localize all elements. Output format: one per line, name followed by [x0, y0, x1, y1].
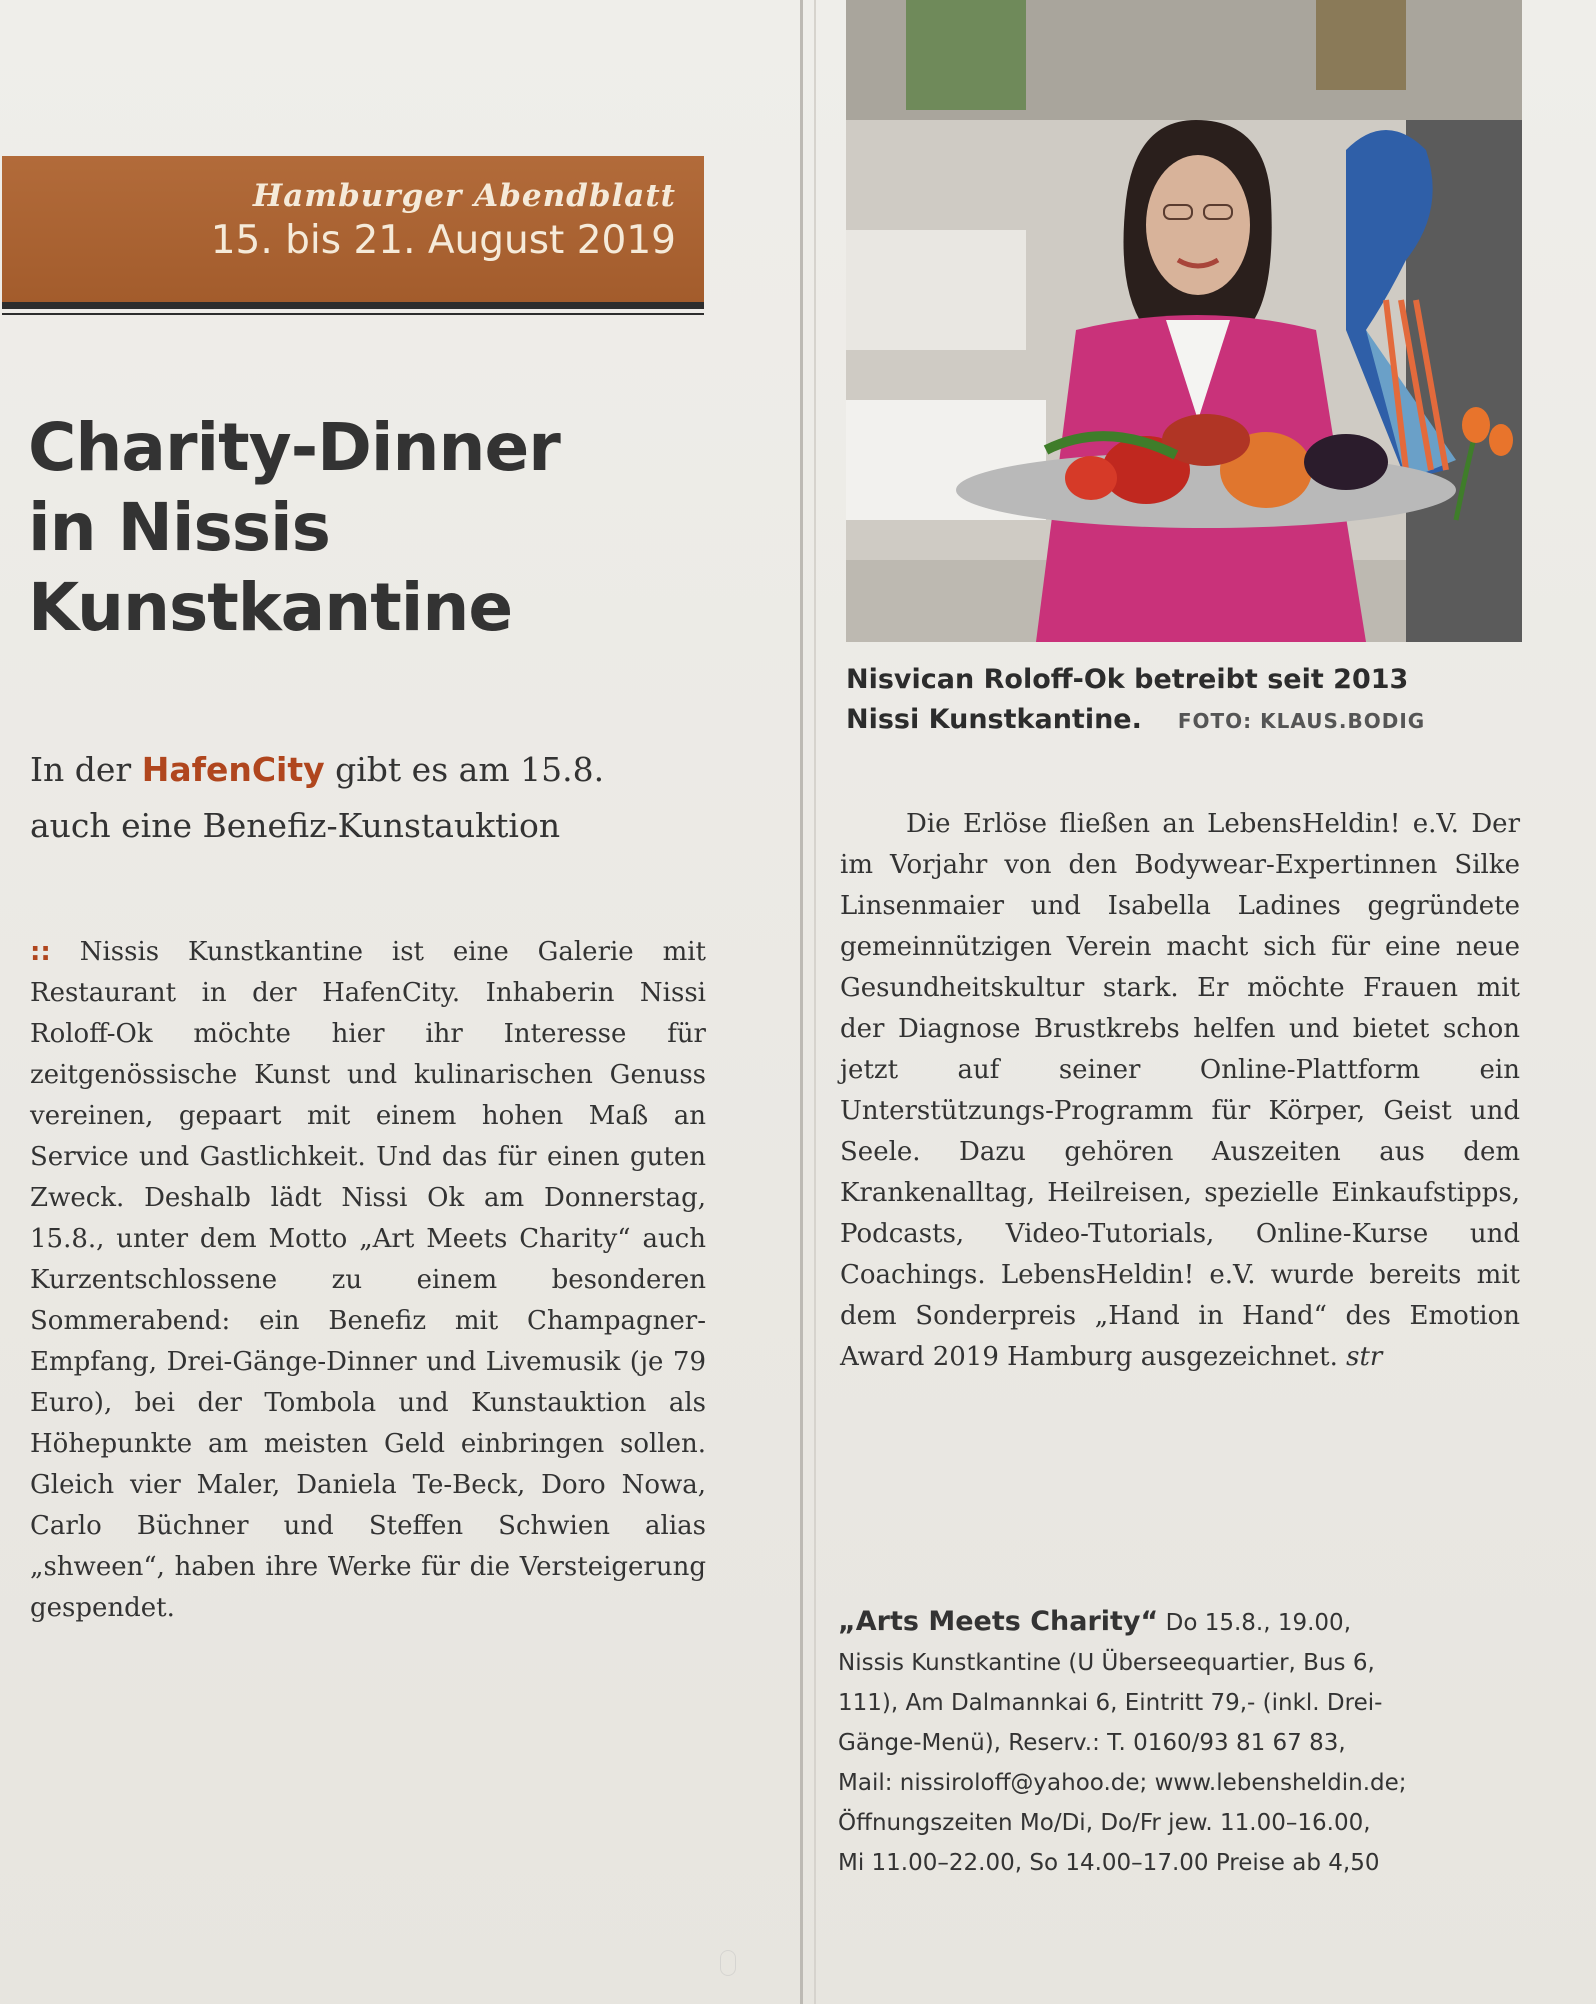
caption-text: Nissi Kunstkantine. — [846, 704, 1142, 735]
article-body-right — [840, 804, 1520, 1378]
info-line-4: Gänge-Menü), Reserv.: T. 0160/93 81 67 83, — [838, 1730, 1346, 1756]
subhead-line-2: auch eine Benefiz-Kunstauktion — [30, 806, 561, 845]
article-text-right: Die Erlöse fließen an LebensHeldin! e.V. Der im Vorjahr von den Bodywear-Expertinnen Silke Linsenmaier und Isabella Ladines gegründete gemeinnützigen Verein macht sich für eine neue Gesundheitskultur stark. Er möchte Frauen mit der Diagnose Brustkrebs helfen und bietet schon jetzt auf seiner Online-Plattform ein Unterstützungs-Programm für Körper, Geist und Seele. Dazu gehören Auszeiten aus dem Krankenalltag, Heilreisen, spezielle Einkaufstipps, Podcasts, Video-Tutorials, Online-Kurse und Coachings. LebensHeldin! e.V. wurde bereits mit dem Sonderpreis „Hand in Hand“ des Emotion Award 2019 Hamburg ausgezeichnet. — [840, 809, 1520, 1372]
article-headline — [28, 408, 748, 648]
column-divider — [800, 0, 803, 2004]
portrait-illustration — [846, 0, 1522, 642]
info-line-1 — [838, 1602, 1528, 1643]
info-line-6: Öffnungszeiten Mo/Di, Do/Fr jew. 11.00–16.00, — [838, 1810, 1371, 1836]
article-text-left: Nissis Kunstkantine ist eine Galerie mit Restaurant in der HafenCity. Inhaberin Nissi Roloff-Ok möchte hier ihr Interesse für zeitgenössische Kunst und kulinarischen Genuss vereinen, gepaart mit einem hohen Maß an Service und Gastlichkeit. Und das für einen guten Zweck. Deshalb lädt Nissi Ok am Donnerstag, 15.8., unter dem Motto „Art Meets Charity“ auch Kurzentschlossene zu einem besonderen Sommerabend: ein Benefiz mit Champagner-Empfang, Drei-Gänge-Dinner und Livemusik (je 79 Euro), bei der Tombola und Kunstauktion als Höhepunkte am meisten Geld einbringen sollen. Gleich vier Maler, Daniela Te-Beck, Doro Nowa, Carlo Büchner und Steffen Schwien alias „shween“, haben ihre Werke für die Versteigerung gespendet. — [30, 937, 706, 1623]
masthead-banner — [2, 156, 704, 302]
headline-line-2: in Nissis — [28, 489, 330, 566]
article-body-left — [30, 932, 706, 1629]
event-datetime: Do 15.8., 19.00, — [1158, 1610, 1352, 1636]
event-info-box — [838, 1602, 1528, 1883]
info-line-2: Nissis Kunstkantine (U Überseequartier, Bus 6, — [838, 1650, 1375, 1676]
newspaper-brand: Hamburger Abendblatt — [252, 178, 676, 214]
article-subhead — [30, 742, 750, 854]
paragraph-marker: :: — [30, 937, 51, 967]
subhead-highlight: HafenCity — [141, 750, 325, 789]
column-divider-secondary — [814, 0, 816, 2004]
info-line-7: Mi 11.00–22.00, So 14.00–17.00 Preise ab 4,50 — [838, 1850, 1380, 1876]
subhead-suffix: gibt es am 15.8. — [324, 750, 605, 789]
author-signature: str — [1346, 1342, 1383, 1372]
article-photo — [846, 0, 1522, 642]
info-line-3: 111), Am Dalmannkai 6, Eintritt 79,- (inkl. Drei- — [838, 1690, 1383, 1716]
scan-mark — [720, 1950, 736, 1976]
issue-dates: 15. bis 21. August 2019 — [210, 218, 676, 263]
headline-line-1: Charity-Dinner — [28, 409, 560, 486]
caption-line-1: Nisvican Roloff-Ok betreibt seit 2013 — [846, 664, 1409, 695]
photo-caption — [846, 660, 1536, 741]
headline-line-3: Kunstkantine — [28, 569, 513, 646]
info-line-5: Mail: nissiroloff@yahoo.de; www.lebensheldin.de; — [838, 1770, 1407, 1796]
masthead-rule-thick — [2, 302, 704, 309]
event-title: „Arts Meets Charity“ — [838, 1606, 1159, 1637]
photo-credit: FOTO: KLAUS.BODIG — [1177, 709, 1426, 733]
masthead-rule-thin — [2, 313, 704, 315]
subhead-line-1 — [30, 742, 750, 798]
caption-line-2 — [846, 700, 1536, 741]
subhead-prefix: In der — [30, 750, 142, 789]
